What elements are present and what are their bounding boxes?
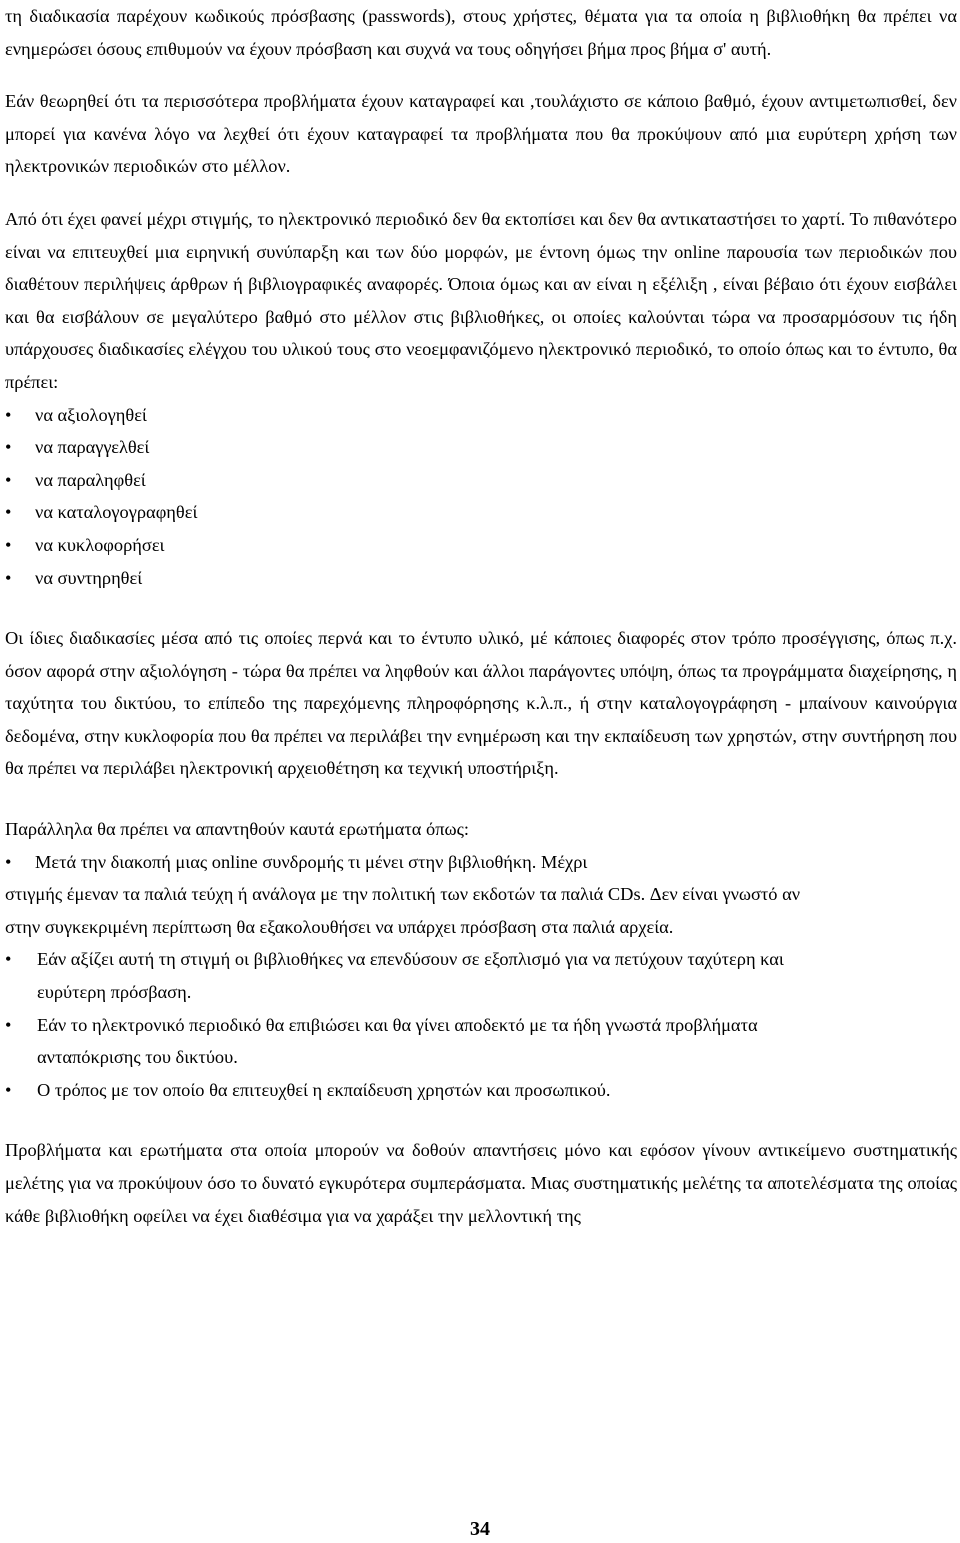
list-item: • Εάν το ηλεκτρονικό περιοδικό θα επιβιώσει και θα γίνει αποδεκτό με τα ήδη γνωστά προβλήματα ανταπόκρισης του δικτύου. xyxy=(5,1009,805,1074)
questions-list xyxy=(5,846,805,1107)
bullet-icon: • xyxy=(5,469,12,490)
bullet-icon: • xyxy=(5,567,12,588)
list-item: • να καταλογογραφηθεί xyxy=(5,496,957,529)
spacer xyxy=(5,183,957,203)
spacer xyxy=(5,65,957,85)
bullet-icon: • xyxy=(5,949,12,970)
list-item: • Ο τρόπος με τον οποίο θα επιτευχθεί η εκπαίδευση χρηστών και προσωπικού. xyxy=(5,1074,805,1107)
bullet-icon: • xyxy=(5,437,12,458)
bullet-icon: • xyxy=(5,1014,12,1035)
bullet-icon: • xyxy=(5,534,12,555)
paragraph-future-problems: Εάν θεωρηθεί ότι τα περισσότερα προβλήματα έχουν καταγραφεί και ,τουλάχιστο σε κάποιο βαθμό, έχουν αντιμετωπισθεί, δεν μπορεί για κανένα λόγο να λεχθεί ότι έχουν καταγραφεί τα προβλήματα που θα προκύψουν από μια ευρύτερη χρήση των ηλεκτρονικών περιοδικών στο μέλλον. xyxy=(5,91,957,177)
bullet-icon: • xyxy=(5,404,12,425)
paragraph-coexistence: Από ότι έχει φανεί μέχρι στιγμής, το ηλεκτρονικό περιοδικό δεν θα εκτοπίσει και δεν θα αντικαταστήσει το χαρτί. Το πιθανότερο είναι να επιτευχθεί μια ειρηνική συνύπαρξη και των δύο μορφών, με έντονη όμως την online παρουσία των περιοδικών που διαθέτουν περιλήψεις άρθρων ή βιβλιογραφικές αναφορές. Όποια όμως και αν είναι η εξέλιξη , είναι βέβαιο ότι έχουν εισβάλει και θα εισβάλουν σε μεγαλύτερο βαθμό στο μέλλον στις βιβλιοθήκες, οι οποίες καλούνται τώρα να προσαρμόσουν τις ήδη υπάρχουσες διαδικασίες ελέγχου του υλικού τους στο νεοεμφανιζόμενο ηλεκτρονικό περιοδικό, το οποίο όπως και το έντυπο, θα πρέπει: xyxy=(5,208,957,392)
paragraph-systematic-study: Προβλήματα και ερωτήματα στα οποία μπορούν να δοθούν απαντήσεις μόνο και εφόσον γίνουν αντικείμενο συστηματικής μελέτης για να προκύψουν όσο το δυνατό εγκυρότερα συμπεράσματα. Μιας συστηματικής μελέτης τα αποτελέσματα της οποίας κάθε βιβλιοθήκη οφείλει να έχει διαθέσιμα για να χαράξει την μελλοντική της xyxy=(5,1140,957,1226)
paragraph-passwords: τη διαδικασία παρέχουν κωδικούς πρόσβασης (passwords), στους χρήστες, θέματα για τα οποία η βιβλιοθήκη θα πρέπει να ενημερώσει όσους επιθυμούν να έχουν πρόσβαση και συχνά να τους οδηγήσει βήμα προς βήμα σ' αυτή. xyxy=(5,6,957,59)
requirements-list xyxy=(5,399,957,595)
paragraph-procedures: Οι ίδιες διαδικασίες μέσα από τις οποίες περνά και το έντυπο υλικό, μέ κάποιες διαφορές στον τρόπο προσέγγισης, όπως π.χ. όσον αφορά στην αξιολόγηση - τώρα θα πρέπει να ληφθούν και άλλοι παράγοντες υπόψη, όπως τα προγράμματα διαχείρησης, η ταχύτητα του δικτύου, το επίπεδο της παρεχόμενης πληροφόρησης κ.λ.π., ή στην καταλογογράφηση - μπαίνουν καινούργια δεδομένα, στην κυκλοφορία που θα πρέπει να περιλάβει την ενημέρωση και την εκπαίδευση των χρηστών, στην συντήρηση που θα πρέπει να περιλάβει ηλεκτρονική αρχειοθέτηση κα τεχνική υποστήριξη. xyxy=(5,628,957,779)
list-item: • να συντηρηθεί xyxy=(5,562,957,595)
document-page xyxy=(5,0,957,1232)
spacer xyxy=(5,785,957,813)
list-item: • να παραγγελθεί xyxy=(5,431,957,464)
bullet-icon: • xyxy=(5,851,12,872)
list-item: • Μετά την διακοπή μιας online συνδρομής τι μένει στην βιβλιοθήκη. Μέχρι στιγμής έμεναν τα παλιά τεύχη ή ανάλογα με την πολιτική των εκδοτών τα παλιά CDs. Δεν είναι γνωστό αν στην συγκεκριμένη περίπτωση θα εξακολουθήσει να υπάρχει πρόσβαση στα παλιά αρχεία. xyxy=(5,846,805,944)
page-number: 34 xyxy=(470,1518,490,1540)
questions-block xyxy=(5,846,805,1107)
list-item: • Εάν αξίζει αυτή τη στιγμή οι βιβλιοθήκες να επενδύσουν σε εξοπλισμό για να πετύχουν ταχύτερη και ευρύτερη πρόσβαση. xyxy=(5,943,805,1008)
spacer xyxy=(5,594,957,622)
bullet-icon: • xyxy=(5,1079,12,1100)
list-item: • να αξιολογηθεί xyxy=(5,399,957,432)
list-item: • να κυκλοφορήσει xyxy=(5,529,957,562)
bullet-icon: • xyxy=(5,502,12,523)
list-item: • να παραληφθεί xyxy=(5,464,957,497)
spacer xyxy=(5,1106,957,1134)
paragraph-questions-intro: Παράλληλα θα πρέπει να απαντηθούν καυτά ερωτήματα όπως: xyxy=(5,819,469,840)
